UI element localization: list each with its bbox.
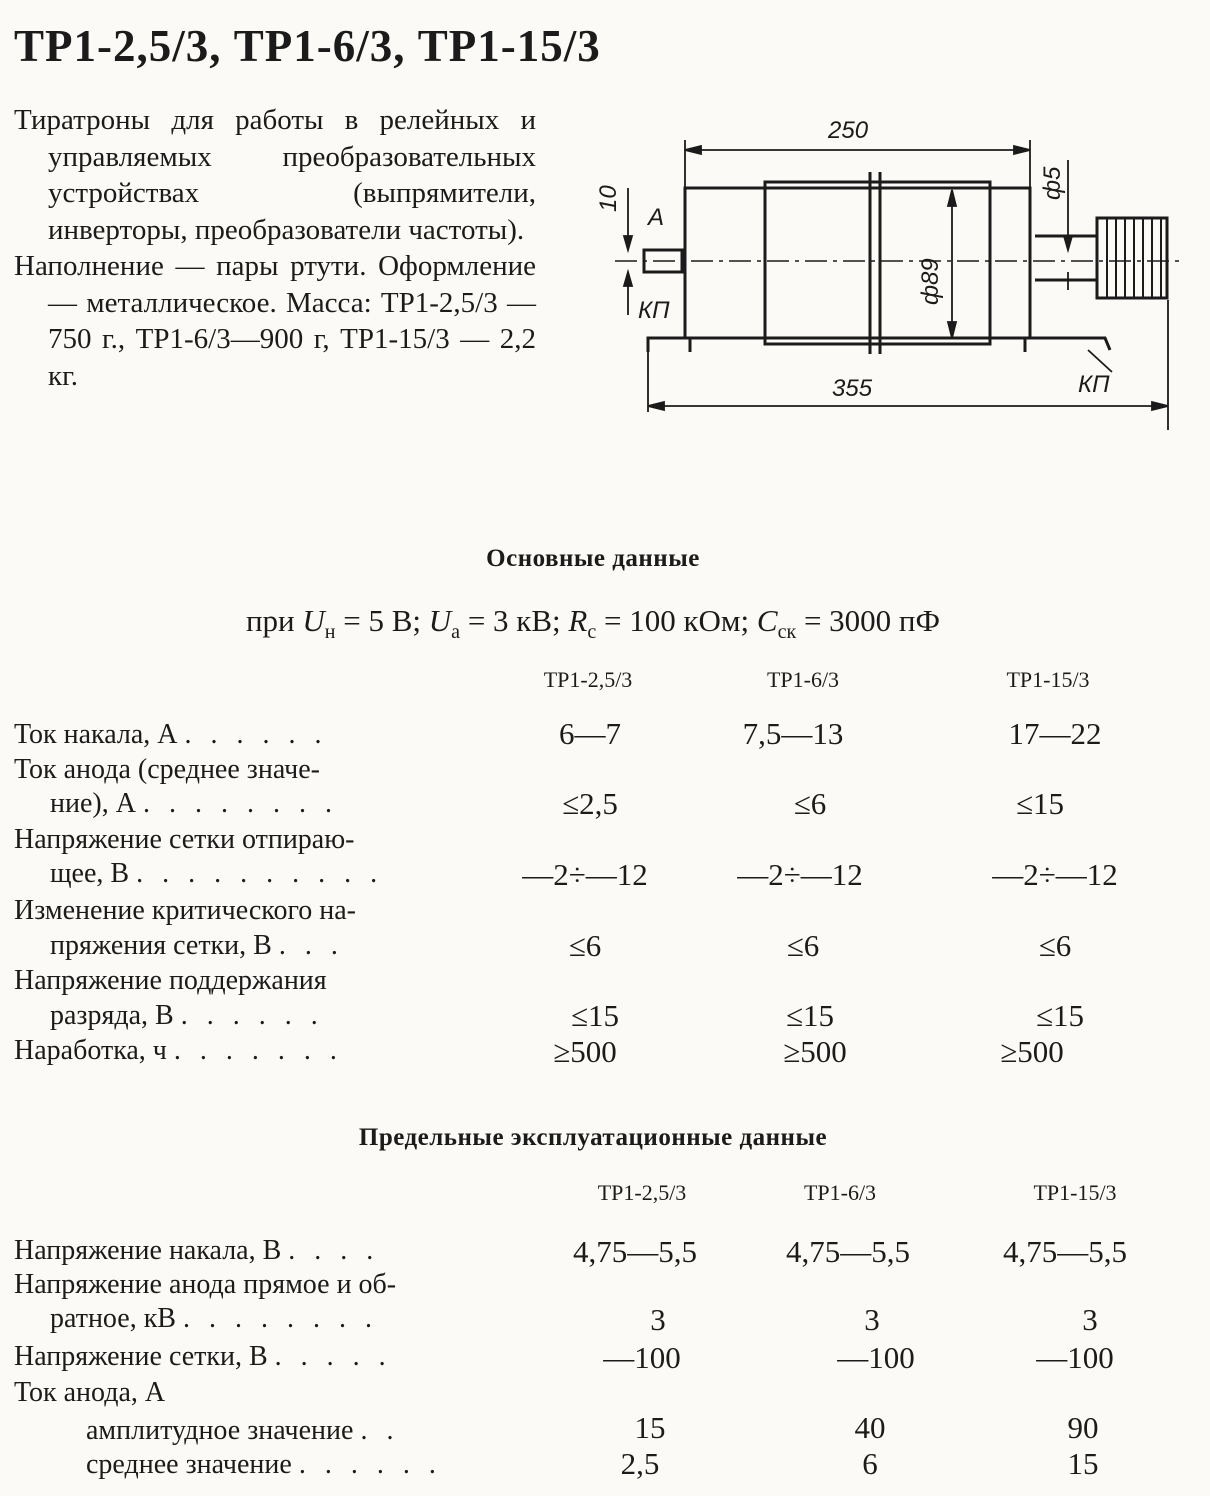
row-value: ≤15 bbox=[785, 998, 834, 1033]
label-a: А bbox=[648, 204, 665, 231]
main-col-header: ТР1-6/3 bbox=[766, 667, 840, 692]
label-kp-left: КП bbox=[638, 297, 670, 324]
main-col-header: ТР1-15/3 bbox=[1006, 667, 1090, 692]
cond-cck: = 3000 пФ bbox=[803, 603, 941, 638]
row-value: ≤15 bbox=[1035, 998, 1084, 1033]
cond-rc: = 100 кОм; bbox=[603, 603, 750, 638]
filling-paragraph: Наполнение — пары ртути. Оформление — металлическое. Масса: ТР1-2,5/3 — 750 г., ТР1-6/3—900 г, ТР1-15/3 — 2,2 кг. bbox=[14, 250, 536, 392]
row-value: ≥500 bbox=[783, 1034, 847, 1069]
row-label: Ток анода (среднее значе- bbox=[14, 754, 320, 785]
description-paragraph: Тиратроны для работы в релейных и управляемых преобразовательных устройствах (выпрямители, инверторы, преобразователи частоты). bbox=[14, 104, 536, 246]
row-value: ≤15 bbox=[570, 998, 619, 1033]
dim-10-label: 10 bbox=[595, 185, 622, 212]
intro-text bbox=[14, 102, 536, 394]
row-value: 7,5—13 bbox=[742, 716, 844, 751]
row-value: —2÷—12 bbox=[992, 857, 1118, 892]
main-conditions: при $U_н = 5$ В; $U_а = 3$ кВ; $R_с = 100$ кОм; $C_{ск} = 3000$ пФ bbox=[245, 603, 941, 644]
limit-row-value: —100 bbox=[603, 1340, 681, 1375]
limit-row-value: 3 bbox=[650, 1302, 666, 1337]
row-value: ≤6 bbox=[786, 928, 820, 963]
row-value: ≥500 bbox=[1000, 1034, 1064, 1069]
limit-row-label: Ток анода, А bbox=[14, 1377, 166, 1408]
row-value: ≤6 bbox=[568, 928, 602, 963]
row-label: Напряжение поддержания bbox=[14, 965, 327, 996]
main-col-header: ТР1-2,5/3 bbox=[543, 667, 633, 692]
limit-row-value: 15 bbox=[634, 1410, 666, 1445]
limit-row-value: 40 bbox=[854, 1410, 886, 1445]
row-value: 17—22 bbox=[1008, 716, 1102, 751]
row-value: ≤2,5 bbox=[562, 786, 618, 821]
limit-col-header: ТР1-2,5/3 bbox=[597, 1180, 687, 1205]
limit-row-value: 6 bbox=[862, 1446, 878, 1481]
limit-row-value: 90 bbox=[1067, 1410, 1099, 1445]
dim-355-label: 355 bbox=[832, 375, 873, 402]
limit-col-header: ТР1-15/3 bbox=[1033, 1180, 1117, 1205]
limit-row-value: 4,75—5,5 bbox=[573, 1234, 697, 1269]
limit-row-value: 15 bbox=[1067, 1446, 1099, 1481]
row-value: 6—7 bbox=[559, 716, 621, 751]
tube-body-outer bbox=[685, 188, 1030, 338]
limit-row-label: Напряжение накала, В . . . . bbox=[14, 1235, 380, 1266]
limit-row-value: 3 bbox=[1082, 1302, 1098, 1337]
cond-ua: = 3 кВ; bbox=[467, 603, 561, 638]
row-label: щее, В . . . . . . . . . . bbox=[50, 858, 384, 889]
limit-data-title: Предельные эксплуатационные данные bbox=[358, 1124, 828, 1151]
row-value: ≥500 bbox=[553, 1034, 617, 1069]
limit-row-value: 2,5 bbox=[620, 1446, 660, 1481]
limit-row-value: —100 bbox=[1036, 1340, 1114, 1375]
row-value: ≤6 bbox=[1038, 928, 1072, 963]
main-data-title: Основные данные bbox=[486, 545, 700, 572]
limit-row-value: —100 bbox=[837, 1340, 915, 1375]
limit-col-header: ТР1-6/3 bbox=[803, 1180, 877, 1205]
limit-row-label: ратное, кВ . . . . . . . . bbox=[50, 1303, 378, 1334]
limit-row-label: среднее значение . . . . . . bbox=[86, 1449, 442, 1480]
limit-row-value: 3 bbox=[864, 1302, 880, 1337]
row-value: ≤15 bbox=[1015, 786, 1064, 821]
dimension-drawing bbox=[595, 100, 1180, 440]
thread-lines bbox=[1107, 218, 1161, 298]
row-value: —2÷—12 bbox=[737, 857, 863, 892]
dim-250-label: 250 bbox=[828, 117, 869, 144]
limit-row-value: 4,75—5,5 bbox=[1003, 1234, 1127, 1269]
limit-row-label: Напряжение сетки, В . . . . . bbox=[14, 1341, 392, 1372]
cond-un: = 5 В; bbox=[343, 603, 422, 638]
limit-row-label: амплитудное значение . . bbox=[86, 1415, 400, 1446]
dim-d5-label: ф5 bbox=[1039, 166, 1066, 200]
row-label: пряжения сетки, В . . . bbox=[50, 930, 344, 961]
row-label: Изменение критического на- bbox=[14, 895, 356, 926]
row-label: разряда, В . . . . . . bbox=[50, 1000, 324, 1031]
row-label: ние), А . . . . . . . . bbox=[50, 788, 338, 819]
cond-prefix: при bbox=[245, 603, 295, 638]
row-label: Напряжение сетки отпираю- bbox=[14, 824, 355, 855]
dim-d89-label: ф89 bbox=[917, 258, 944, 305]
limit-row-value: 4,75—5,5 bbox=[786, 1234, 910, 1269]
row-value: ≤6 bbox=[793, 786, 827, 821]
row-label: Ток накала, А . . . . . . bbox=[14, 719, 328, 750]
page-title: ТР1-2,5/3, ТР1-6/3, ТР1-15/3 bbox=[14, 21, 601, 71]
row-label: Наработка, ч . . . . . . . bbox=[14, 1035, 343, 1066]
row-value: —2÷—12 bbox=[522, 857, 648, 892]
limit-row-label: Напряжение анода прямое и об- bbox=[14, 1269, 397, 1300]
label-kp-right: КП bbox=[1078, 371, 1110, 398]
